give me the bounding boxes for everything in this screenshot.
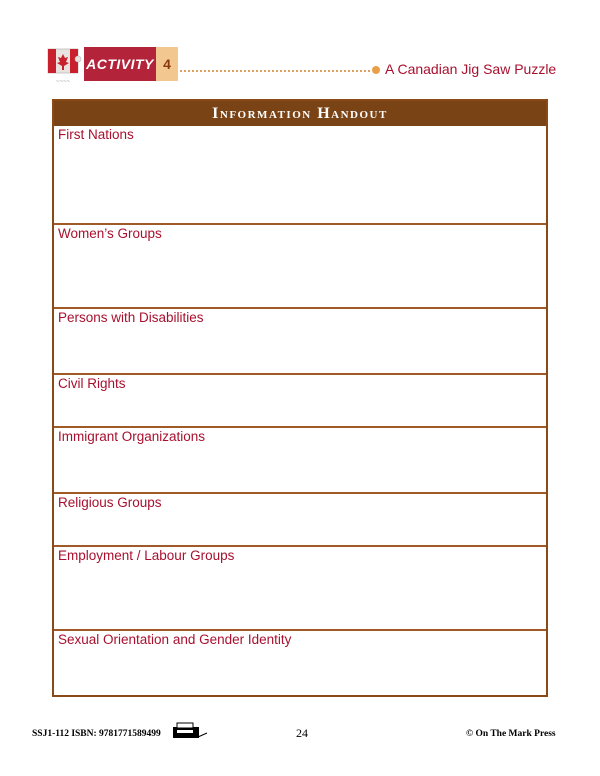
header-dotted-rule	[180, 70, 370, 72]
information-handout	[52, 99, 548, 697]
section-civil-rights	[54, 373, 546, 426]
section-persons-with-disabilities	[54, 307, 546, 373]
section-religious-groups	[54, 492, 546, 545]
activity-badge	[84, 47, 156, 81]
svg-text:~~~~: ~~~~	[55, 79, 71, 85]
section-label: Civil Rights	[58, 376, 126, 391]
section-employment-labour-groups	[54, 545, 546, 629]
section-label: Persons with Disabilities	[58, 310, 204, 325]
printer-icon	[172, 722, 208, 740]
footer-copyright: © On The Mark Press	[466, 729, 556, 739]
section-label: Sexual Orientation and Gender Identity	[58, 632, 292, 647]
section-immigrant-organizations	[54, 426, 546, 492]
section-sexual-orientation-gender-identity	[54, 629, 546, 695]
header-rule-dot	[372, 66, 380, 74]
section-womens-groups	[54, 223, 546, 307]
footer-code-isbn: SSJ1-112 ISBN: 9781771589499	[32, 729, 161, 739]
activity-number: 4	[156, 47, 178, 81]
section-label: Immigrant Organizations	[58, 429, 206, 444]
section-label: First Nations	[58, 127, 134, 142]
activity-label: ACTIVITY	[86, 56, 154, 72]
section-label: Employment / Labour Groups	[58, 548, 235, 563]
handout-heading: Information Handout	[54, 101, 546, 126]
section-label: Religious Groups	[58, 495, 162, 510]
section-first-nations	[54, 126, 546, 223]
section-label: Women’s Groups	[58, 226, 162, 241]
page-number: 24	[296, 726, 308, 740]
activity-title: A Canadian Jig Saw Puzzle	[385, 61, 557, 77]
canada-flag-puzzle-icon	[46, 45, 82, 87]
